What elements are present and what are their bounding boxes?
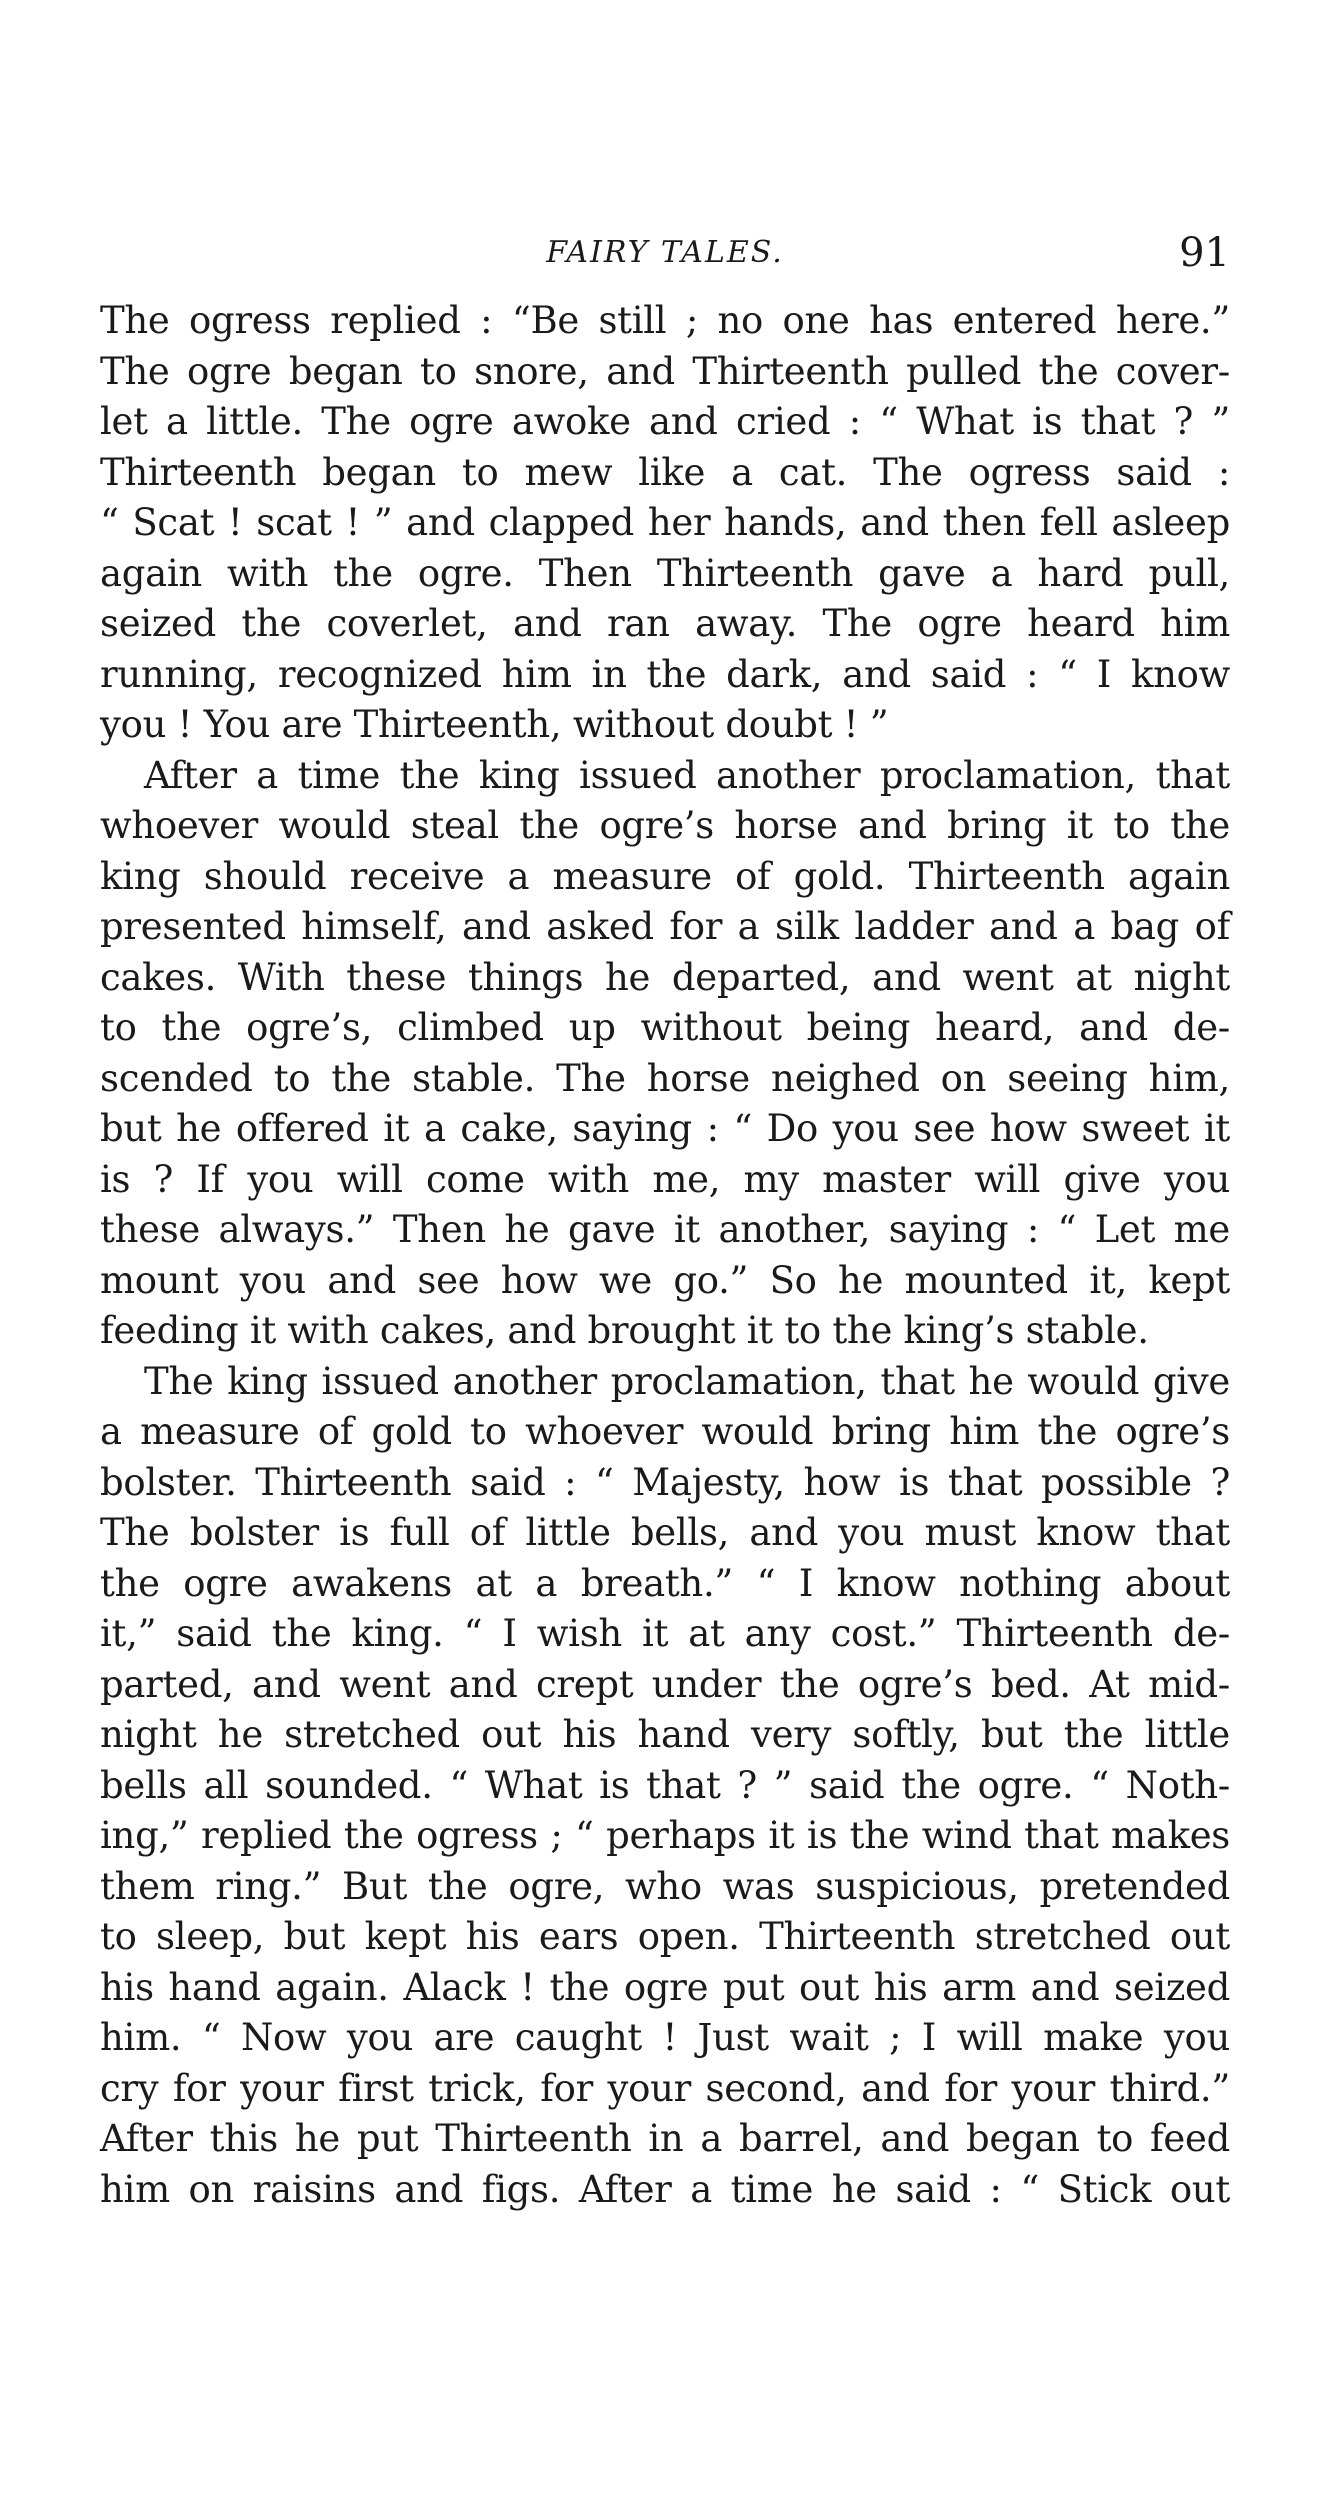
paragraph-end-line: feeding it with cakes, and brought it to the king’s stable.	[100, 1309, 1149, 1352]
text-line: him. “ Now you are caught ! Just wait ; I will make you	[100, 2016, 1230, 2059]
text-line: it,” said the king. “ I wish it at any cost.” Thirteenth de-	[100, 1612, 1230, 1655]
text-line: mount you and see how we go.” So he mounted it, kept	[100, 1258, 1230, 1302]
text-line: parted, and went and crept under the ogre’s bed. At mid-	[100, 1662, 1230, 1706]
text-line: The bolster is full of little bells, and you must know that	[100, 1511, 1230, 1554]
paragraph-start-line: The king issued another proclamation, that he would give	[144, 1359, 1230, 1403]
text-line: The ogress replied : “Be still ; no one has entered here.”	[100, 299, 1230, 342]
text-line: After this he put Thirteenth in a barrel, and began to feed	[100, 2117, 1230, 2160]
paragraph-start-line: After a time the king issued another proclamation, that	[144, 753, 1230, 797]
text-line: whoever would steal the ogre’s horse and bring it to the	[100, 804, 1230, 847]
text-line: The ogre began to snore, and Thirteenth pulled the cover-	[100, 349, 1230, 393]
text-line: to sleep, but kept his ears open. Thirteenth stretched out	[100, 1915, 1230, 1958]
text-line: him on raisins and figs. After a time he said : “ Stick out	[100, 2167, 1230, 2211]
text-line: Thirteenth began to mew like a cat. The ogress said :	[100, 450, 1230, 494]
running-head	[100, 228, 1230, 278]
text-line: presented himself, and asked for a silk ladder and a bag of	[100, 905, 1230, 948]
page-number: 91	[1179, 230, 1230, 276]
text-line: seized the coverlet, and ran away. The ogre heard him	[100, 602, 1230, 645]
body-text	[100, 296, 1230, 2215]
text-line: a measure of gold to whoever would bring him the ogre’s	[100, 1410, 1230, 1453]
text-line: bolster. Thirteenth said : “ Majesty, how is that possible ?	[100, 1460, 1230, 1504]
text-line: cry for your first trick, for your second, and for your third.”	[100, 2066, 1230, 2110]
text-line: king should receive a measure of gold. Thirteenth again	[100, 854, 1230, 898]
text-line: them ring.” But the ogre, who was suspicious, pretended	[100, 1864, 1230, 1908]
text-line: but he offered it a cake, saying : “ Do you see how sweet it	[100, 1107, 1230, 1150]
text-line: scended to the stable. The horse neighed on seeing him,	[100, 1056, 1230, 1100]
text-line: his hand again. Alack ! the ogre put out his arm and seized	[100, 1965, 1230, 2009]
running-title: FAIRY TALES.	[546, 235, 784, 270]
text-line: to the ogre’s, climbed up without being heard, and de-	[100, 1006, 1230, 1049]
text-line: let a little. The ogre awoke and cried : “ What is that ? ”	[100, 400, 1230, 443]
text-line: bells all sounded. “ What is that ? ” said the ogre. “ Noth-	[100, 1763, 1230, 1807]
text-line: again with the ogre. Then Thirteenth gave a hard pull,	[100, 551, 1230, 595]
text-line: the ogre awakens at a breath.” “ I know nothing about	[100, 1561, 1230, 1605]
paragraph-end-line: you ! You are Thirteenth, without doubt ! ”	[100, 703, 889, 746]
text-line: ing,” replied the ogress ; “ perhaps it is the wind that makes	[100, 1814, 1230, 1857]
text-line: these always.” Then he gave it another, saying : “ Let me	[100, 1208, 1230, 1251]
text-line: is ? If you will come with me, my master will give you	[100, 1157, 1230, 1201]
text-line: cakes. With these things he departed, and went at night	[100, 955, 1230, 999]
text-line: “ Scat ! scat ! ” and clapped her hands, and then fell asleep	[100, 501, 1230, 544]
text-line: running, recognized him in the dark, and said : “ I know	[100, 652, 1230, 696]
text-line: night he stretched out his hand very softly, but the little	[100, 1713, 1230, 1756]
